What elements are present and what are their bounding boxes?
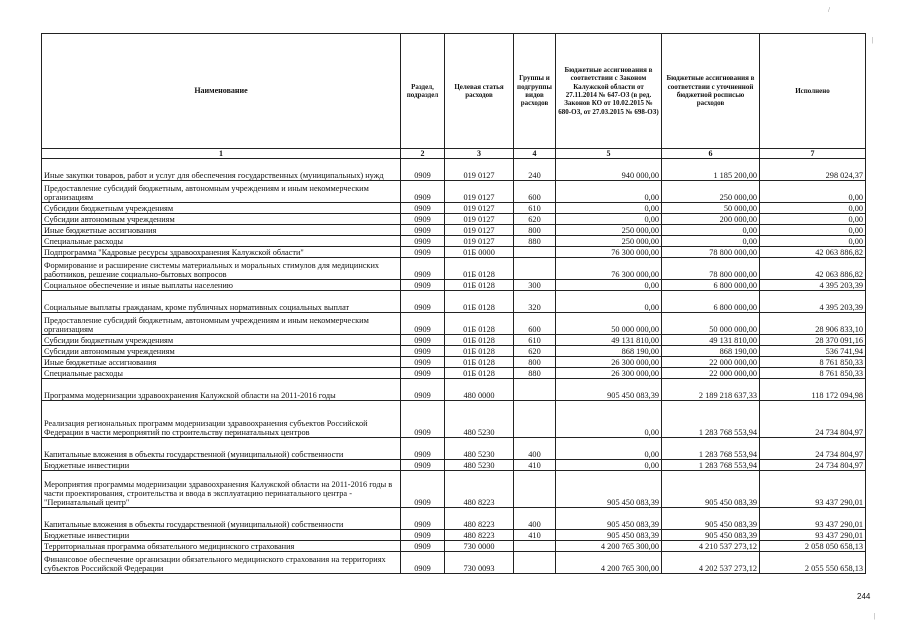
row-name: Предоставление субсидий бюджетным, автономным учреждениям и иным некоммерческим организациям [42, 181, 401, 203]
table-row [42, 379, 866, 401]
row-budget-refined: 0,00 [662, 225, 760, 236]
row-target: 480 5230 [445, 401, 514, 438]
row-name: Бюджетные инвестиции [42, 460, 401, 471]
col-header-executed: Исполнено [760, 34, 866, 149]
row-executed: 2 055 550 658,13 [760, 552, 866, 574]
row-group: 600 [514, 181, 556, 203]
row-section: 0909 [401, 313, 445, 335]
table-row [42, 335, 866, 346]
col-header-target: Целевая статья расходов [445, 34, 514, 149]
row-budget-law: 76 300 000,00 [556, 258, 662, 280]
row-executed: 28 906 833,10 [760, 313, 866, 335]
row-section: 0909 [401, 159, 445, 181]
row-section: 0909 [401, 530, 445, 541]
table-row [42, 541, 866, 552]
row-name: Капитальные вложения в объекты государственной (муниципальной) собственности [42, 508, 401, 530]
row-name: Капитальные вложения в объекты государственной (муниципальной) собственности [42, 438, 401, 460]
row-budget-law: 4 200 765 300,00 [556, 552, 662, 574]
row-budget-law: 940 000,00 [556, 159, 662, 181]
row-target: 480 0000 [445, 379, 514, 401]
row-name: Иные бюджетные ассигнования [42, 357, 401, 368]
budget-table-sheet [41, 33, 866, 574]
row-section: 0909 [401, 471, 445, 508]
row-group: 410 [514, 460, 556, 471]
row-target: 01Б 0128 [445, 280, 514, 291]
row-budget-refined: 22 000 000,00 [662, 357, 760, 368]
col-header-budget-law: Бюджетные ассигнования в соответствии с Законом Калужской области от 27.11.2014 № 647-ОЗ (в ред. Законов КО от 10.02.2015 № 680-ОЗ, от 27.03.2015 № 698-ОЗ) [556, 34, 662, 149]
row-target: 480 5230 [445, 460, 514, 471]
row-group [514, 552, 556, 574]
row-name: Реализация региональных программ модернизации здравоохранения субъектов Российской Федерации в части мероприятий по строительству перинатальных центров [42, 401, 401, 438]
row-executed: 8 761 850,33 [760, 368, 866, 379]
table-row [42, 247, 866, 258]
row-target: 01Б 0128 [445, 346, 514, 357]
row-executed: 118 172 094,98 [760, 379, 866, 401]
row-group: 400 [514, 508, 556, 530]
row-target: 019 0127 [445, 159, 514, 181]
row-section: 0909 [401, 214, 445, 225]
row-executed: 24 734 804,97 [760, 401, 866, 438]
row-target: 01Б 0128 [445, 357, 514, 368]
row-section: 0909 [401, 236, 445, 247]
row-budget-law: 250 000,00 [556, 236, 662, 247]
row-name: Субсидии автономным учреждениям [42, 214, 401, 225]
table-row [42, 346, 866, 357]
row-name: Субсидии бюджетным учреждениям [42, 335, 401, 346]
row-name: Финансовое обеспечение организации обязательного медицинского страхования на территориях субъектов Российской Федерации [42, 552, 401, 574]
col-header-budget-refined: Бюджетные ассигнования в соответствии с уточненной бюджетной росписью расходов [662, 34, 760, 149]
row-name: Субсидии бюджетным учреждениям [42, 203, 401, 214]
row-name: Программа модернизации здравоохранения Калужской области на 2011-2016 годы [42, 379, 401, 401]
row-budget-law: 905 450 083,39 [556, 379, 662, 401]
row-group [514, 258, 556, 280]
row-executed: 0,00 [760, 181, 866, 203]
row-executed: 0,00 [760, 203, 866, 214]
row-target: 019 0127 [445, 214, 514, 225]
row-group: 400 [514, 438, 556, 460]
row-executed: 42 063 886,82 [760, 258, 866, 280]
row-executed: 4 395 203,39 [760, 291, 866, 313]
row-name: Социальное обеспечение и иные выплаты населению [42, 280, 401, 291]
row-target: 019 0127 [445, 181, 514, 203]
table-row [42, 159, 866, 181]
row-target: 019 0127 [445, 203, 514, 214]
col-header-section: Раздел, подраздел [401, 34, 445, 149]
row-executed: 93 437 290,01 [760, 508, 866, 530]
row-group: 880 [514, 236, 556, 247]
row-group: 600 [514, 313, 556, 335]
row-budget-refined: 50 000,00 [662, 203, 760, 214]
row-executed: 536 741,94 [760, 346, 866, 357]
row-budget-law: 905 450 083,39 [556, 508, 662, 530]
row-section: 0909 [401, 508, 445, 530]
row-executed: 8 761 850,33 [760, 357, 866, 368]
table-row [42, 471, 866, 508]
row-budget-refined: 2 189 218 637,33 [662, 379, 760, 401]
row-group [514, 401, 556, 438]
row-name: Мероприятия программы модернизации здравоохранения Калужской области на 2011-2016 годы в части проектирования, строительства и ввода в эксплуатацию перинатального центра - "Перинатальный центр" [42, 471, 401, 508]
row-group [514, 247, 556, 258]
row-target: 480 5230 [445, 438, 514, 460]
row-budget-refined: 250 000,00 [662, 181, 760, 203]
row-section: 0909 [401, 552, 445, 574]
row-name: Бюджетные инвестиции [42, 530, 401, 541]
row-executed: 0,00 [760, 214, 866, 225]
row-budget-refined: 1 283 768 553,94 [662, 460, 760, 471]
table-row [42, 203, 866, 214]
row-budget-law: 0,00 [556, 460, 662, 471]
scan-mark: | [874, 612, 876, 620]
row-target: 480 8223 [445, 508, 514, 530]
row-group: 620 [514, 214, 556, 225]
table-body [42, 159, 866, 574]
table-row [42, 530, 866, 541]
row-name: Формирование и расширение системы материальных и моральных стимулов для медицинских работников, решение социально-бытовых вопросов [42, 258, 401, 280]
row-target: 730 0000 [445, 541, 514, 552]
column-number-row [42, 149, 866, 159]
row-budget-refined: 1 283 768 553,94 [662, 401, 760, 438]
row-executed: 28 370 091,16 [760, 335, 866, 346]
row-executed: 0,00 [760, 236, 866, 247]
row-name: Иные закупки товаров, работ и услуг для обеспечения государственных (муниципальных) нужд [42, 159, 401, 181]
row-section: 0909 [401, 401, 445, 438]
row-group: 320 [514, 291, 556, 313]
row-section: 0909 [401, 225, 445, 236]
row-section: 0909 [401, 368, 445, 379]
row-budget-refined: 49 131 810,00 [662, 335, 760, 346]
budget-table [41, 33, 866, 574]
column-number: 6 [662, 149, 760, 159]
row-executed: 298 024,37 [760, 159, 866, 181]
row-budget-law: 0,00 [556, 291, 662, 313]
row-section: 0909 [401, 379, 445, 401]
row-section: 0909 [401, 181, 445, 203]
row-group: 800 [514, 225, 556, 236]
row-budget-refined: 78 800 000,00 [662, 247, 760, 258]
row-section: 0909 [401, 346, 445, 357]
row-name: Специальные расходы [42, 368, 401, 379]
row-target: 01Б 0128 [445, 291, 514, 313]
row-section: 0909 [401, 335, 445, 346]
table-row [42, 508, 866, 530]
col-header-groups: Группы и подгруппы видов расходов [514, 34, 556, 149]
row-budget-refined: 78 800 000,00 [662, 258, 760, 280]
table-header-row [42, 34, 866, 149]
row-budget-refined: 4 210 537 273,12 [662, 541, 760, 552]
row-budget-refined: 6 800 000,00 [662, 280, 760, 291]
row-budget-refined: 905 450 083,39 [662, 530, 760, 541]
table-row [42, 225, 866, 236]
column-number: 3 [445, 149, 514, 159]
row-executed: 2 058 050 658,13 [760, 541, 866, 552]
row-executed: 93 437 290,01 [760, 530, 866, 541]
table-row [42, 460, 866, 471]
row-section: 0909 [401, 247, 445, 258]
row-budget-refined: 1 185 200,00 [662, 159, 760, 181]
table-row [42, 214, 866, 225]
row-group: 610 [514, 203, 556, 214]
row-name: Предоставление субсидий бюджетным, автономным учреждениям и иным некоммерческим организациям [42, 313, 401, 335]
column-number: 2 [401, 149, 445, 159]
row-budget-law: 0,00 [556, 280, 662, 291]
scan-mark: / [828, 6, 830, 14]
table-row [42, 357, 866, 368]
row-budget-law: 905 450 083,39 [556, 530, 662, 541]
row-budget-refined: 6 800 000,00 [662, 291, 760, 313]
row-executed: 93 437 290,01 [760, 471, 866, 508]
row-target: 480 8223 [445, 530, 514, 541]
row-target: 01Б 0128 [445, 313, 514, 335]
row-group [514, 379, 556, 401]
row-budget-refined: 905 450 083,39 [662, 471, 760, 508]
row-name: Подпрограмма "Кадровые ресурсы здравоохранения Калужской области" [42, 247, 401, 258]
row-target: 019 0127 [445, 225, 514, 236]
row-section: 0909 [401, 291, 445, 313]
row-target: 019 0127 [445, 236, 514, 247]
table-row [42, 368, 866, 379]
row-budget-law: 49 131 810,00 [556, 335, 662, 346]
row-group: 240 [514, 159, 556, 181]
row-budget-law: 905 450 083,39 [556, 471, 662, 508]
scan-mark: | [872, 36, 874, 44]
row-target: 01Б 0128 [445, 368, 514, 379]
row-executed: 0,00 [760, 225, 866, 236]
row-budget-law: 4 200 765 300,00 [556, 541, 662, 552]
row-section: 0909 [401, 258, 445, 280]
row-budget-law: 26 300 000,00 [556, 357, 662, 368]
row-budget-law: 0,00 [556, 401, 662, 438]
row-budget-law: 0,00 [556, 203, 662, 214]
column-number: 7 [760, 149, 866, 159]
column-number: 4 [514, 149, 556, 159]
row-executed: 4 395 203,39 [760, 280, 866, 291]
row-budget-law: 868 190,00 [556, 346, 662, 357]
row-name: Иные бюджетные ассигнования [42, 225, 401, 236]
row-budget-law: 76 300 000,00 [556, 247, 662, 258]
row-executed: 24 734 804,97 [760, 438, 866, 460]
row-budget-law: 0,00 [556, 214, 662, 225]
row-budget-refined: 0,00 [662, 236, 760, 247]
row-target: 730 0093 [445, 552, 514, 574]
row-group: 410 [514, 530, 556, 541]
table-row [42, 313, 866, 335]
row-section: 0909 [401, 280, 445, 291]
row-section: 0909 [401, 541, 445, 552]
row-budget-law: 0,00 [556, 181, 662, 203]
row-budget-refined: 868 190,00 [662, 346, 760, 357]
row-name: Социальные выплаты гражданам, кроме публичных нормативных социальных выплат [42, 291, 401, 313]
row-budget-refined: 905 450 083,39 [662, 508, 760, 530]
row-name: Субсидии автономным учреждениям [42, 346, 401, 357]
row-group [514, 541, 556, 552]
row-budget-law: 26 300 000,00 [556, 368, 662, 379]
row-budget-law: 50 000 000,00 [556, 313, 662, 335]
row-budget-refined: 4 202 537 273,12 [662, 552, 760, 574]
row-name: Территориальная программа обязательного медицинского страхования [42, 541, 401, 552]
row-target: 01Б 0000 [445, 247, 514, 258]
row-budget-refined: 50 000 000,00 [662, 313, 760, 335]
row-section: 0909 [401, 460, 445, 471]
row-group: 300 [514, 280, 556, 291]
row-budget-refined: 200 000,00 [662, 214, 760, 225]
row-budget-refined: 1 283 768 553,94 [662, 438, 760, 460]
row-budget-law: 0,00 [556, 438, 662, 460]
row-executed: 42 063 886,82 [760, 247, 866, 258]
column-number: 5 [556, 149, 662, 159]
table-row [42, 181, 866, 203]
row-target: 01Б 0128 [445, 335, 514, 346]
row-group: 610 [514, 335, 556, 346]
row-group: 620 [514, 346, 556, 357]
row-group: 800 [514, 357, 556, 368]
row-group [514, 471, 556, 508]
row-group: 880 [514, 368, 556, 379]
table-row [42, 291, 866, 313]
row-target: 480 8223 [445, 471, 514, 508]
row-executed: 24 734 804,97 [760, 460, 866, 471]
row-budget-law: 250 000,00 [556, 225, 662, 236]
table-row [42, 401, 866, 438]
table-row [42, 258, 866, 280]
page-number: 244 [857, 592, 871, 601]
row-name: Специальные расходы [42, 236, 401, 247]
column-number: 1 [42, 149, 401, 159]
row-target: 01Б 0128 [445, 258, 514, 280]
table-row [42, 280, 866, 291]
row-budget-refined: 22 000 000,00 [662, 368, 760, 379]
table-row [42, 236, 866, 247]
row-section: 0909 [401, 203, 445, 214]
table-row [42, 438, 866, 460]
row-section: 0909 [401, 438, 445, 460]
col-header-name: Наименование [42, 34, 401, 149]
table-row [42, 552, 866, 574]
row-section: 0909 [401, 357, 445, 368]
